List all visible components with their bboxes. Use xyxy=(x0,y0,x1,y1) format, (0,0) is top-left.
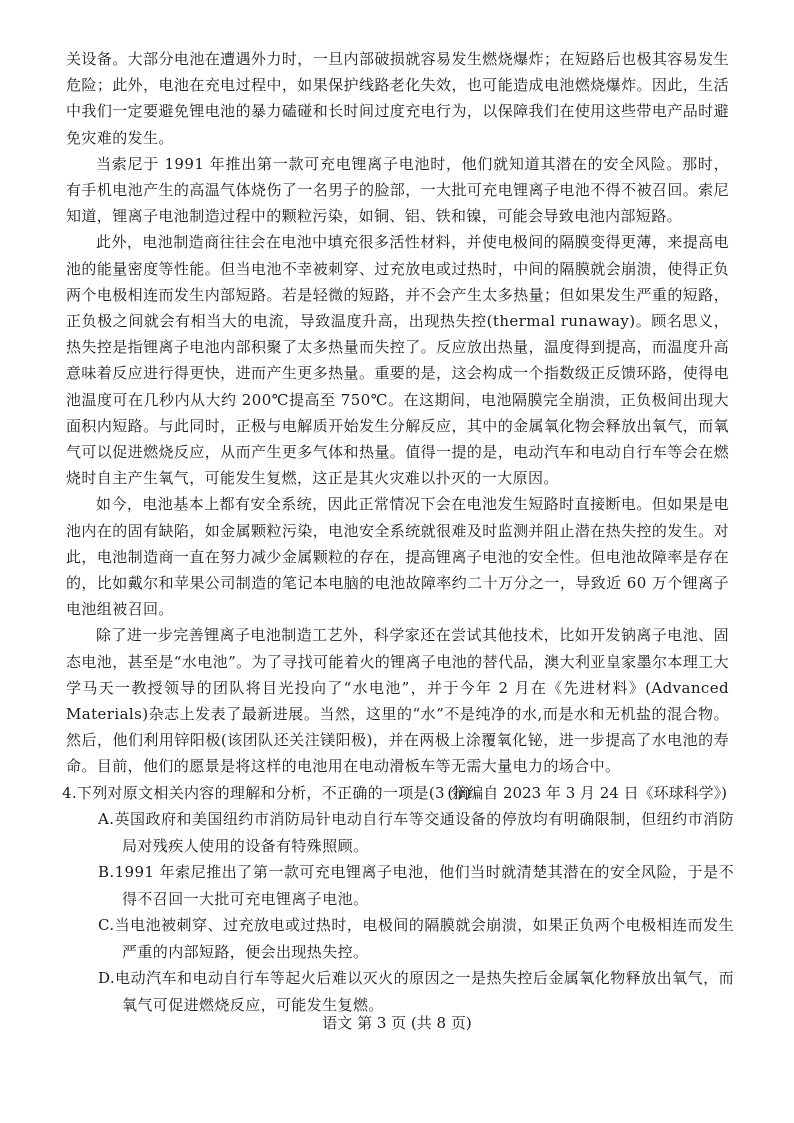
article-paragraph: 除了进一步完善锂离子电池制造工艺外，科学家还在尝试其他技术，比如开发钠离子电池、固态电池，甚至是“水电池”。为了寻找可能着火的锂离子电池的替代品，澳大利亚皇家墨尔本理工大学马天一教授领导的团队将目光投向了“水电池”，并于今年 2 月在《先进材料》(Advanced Materials)杂志上发表了最新进展。当然，这里的“水”不是纯净的水,而是水和无机盐的混合物。然后，他们利用锌阳极(该团队还关注镁阳极)，并在两极上涂覆氧化铋，进一步提高了水电池的寿命。目前，他们的愿景是将这样的电池用在电动滑板车等无需大量电力的场合中。 xyxy=(66,626,729,776)
article-paragraph: 关设备。大部分电池在遭遇外力时，一旦内部破损就容易发生燃烧爆炸；在短路后也极其容易发生危险；此外，电池在充电过程中，如果保护线路老化失效，也可能造成电池燃烧爆炸。因此，生活中我们一定要避免锂电池的暴力磕碰和长时间过度充电行为，以保障我们在使用这些带电产品时避免灾难的发生。 xyxy=(66,50,729,147)
article-source: (摘编自 2023 年 3 月 24 日《环球科学》) xyxy=(447,783,727,802)
article-body xyxy=(66,46,729,806)
option-c: C.当电池被刺穿、过充放电或过热时，电极间的隔膜就会崩溃，如果正负两个电极相连而发生严重的内部短路，便会出现热失控。 xyxy=(98,916,734,961)
option-b: B.1991 年索尼推出了第一款可充电锂离子电池，他们当时就清楚其潜在的安全风险，于是不得不召回一大批可充电锂离子电池。 xyxy=(98,863,734,908)
option-a: A.英国政府和美国纽约市消防局针电动自行车等交通设备的停放均有明确限制，但纽约市消防局对残疾人使用的设备有特殊照顾。 xyxy=(98,810,734,855)
article-paragraph: 当索尼于 1991 年推出第一款可充电锂离子电池时，他们就知道其潜在的安全风险。那时，有手机电池产生的高温气体烧伤了一名男子的脸部，一大批可充电锂离子电池不得不被召回。索尼知道，锂离子电池制造过程中的颗粒污染，如铜、铝、铁和镍，可能会导致电池内部短路。 xyxy=(66,154,729,226)
page-footer: 语文 第 3 页 (共 8 页) xyxy=(322,1014,472,1032)
question-stem: 4.下列对原文相关内容的理解和分析，不正确的一项是(3 分) xyxy=(62,784,472,802)
option-d: D.电动汽车和电动自行车等起火后难以灭火的原因之一是热失控后金属氧化物释放出氧气，而氧气可促进燃烧反应，可能发生复燃。 xyxy=(98,969,734,1014)
article-paragraph: 如今，电池基本上都有安全系统，因此正常情况下会在电池发生短路时直接断电。但如果是电池内在的固有缺陷，如金属颗粒污染，电池安全系统就很难及时监测并阻止潜在热失控的发生。对此，电池制造商一直在努力减少金属颗粒的存在，提高锂离子电池的安全性。但电池故障率是存在的，比如戴尔和苹果公司制造的笔记本电脑的电池故障率约二十万分之一，导致近 60 万个锂离子电池组被召回。 xyxy=(66,495,729,619)
question-4 xyxy=(62,780,734,1018)
article-paragraph: 此外，电池制造商往往会在电池中填充很多活性材料，并使电极间的隔膜变得更薄，来提高电池的能量密度等性能。但当电池不幸被刺穿、过充放电或过热时，中间的隔膜就会崩溃，使得正负两个电极相连而发生内部短路。若是轻微的短路，并不会产生太多热量；但如果发生严重的短路，正负极之间就会有相当大的电流，导致温度升高，出现热失控(thermal runaway)。顾名思义，热失控是指锂离子电池内部积聚了太多热量而失控了。反应放出热量，温度得到提高，而温度升高意味着反应进行得更快，进而产生更多热量。重要的是，这会构成一个指数级正反馈环路，使得电池温度可在几秒内从大约 200℃提高至 750℃。在这期间，电池隔膜完全崩溃，正负极间出现大面积内短路。与此同时，正极与电解质开始发生分解反应，其中的金属氧化物会释放出氧气，而氧气可以促进燃烧反应，从而产生更多气体和热量。值得一提的是，电动汽车和电动自行车等会在燃烧时自主产生氧气，可能发生复燃，这正是其火灾难以扑灭的一大原因。 xyxy=(66,233,729,488)
